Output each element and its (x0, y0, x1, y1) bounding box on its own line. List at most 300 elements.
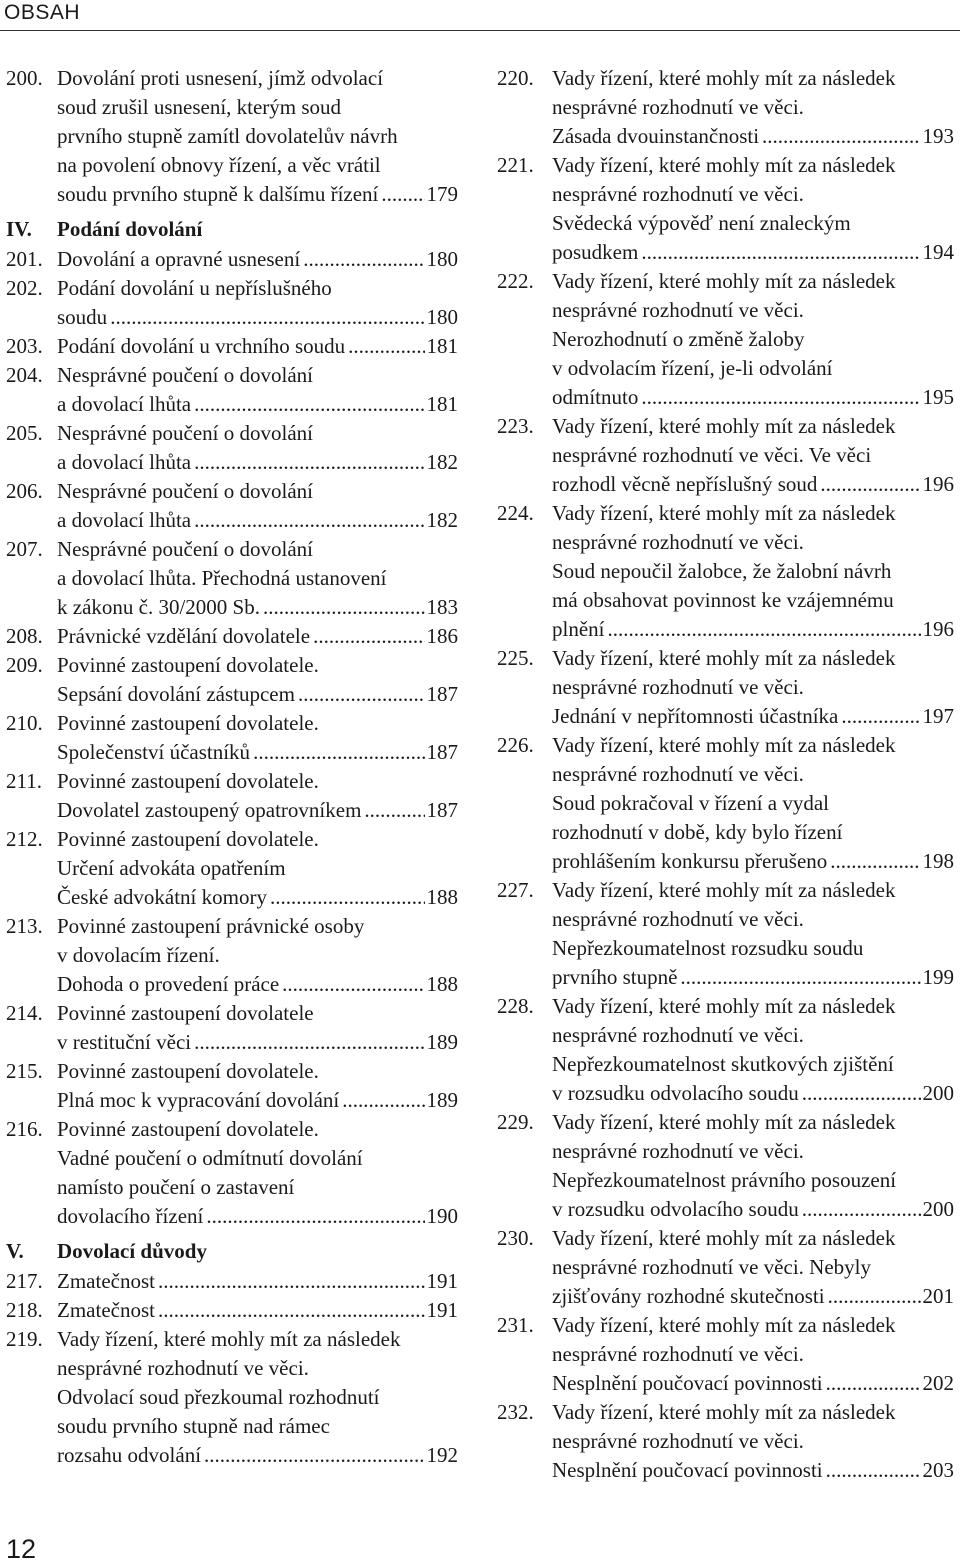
entry-last-line (57, 883, 458, 912)
entry-text (57, 361, 458, 419)
dot-leader (270, 883, 425, 912)
toc-entry (497, 876, 954, 992)
dot-leader (194, 448, 424, 477)
entry-text (57, 709, 458, 767)
entry-line: nesprávné rozhodnutí ve věci. Nebyly (552, 1255, 871, 1279)
entry-text (552, 992, 954, 1108)
page-ref: 183 (426, 595, 458, 619)
page-ref: 199 (922, 965, 954, 989)
entry-last-line (552, 383, 954, 412)
entry-number: 204. (6, 363, 43, 387)
entry-number: 215. (6, 1059, 43, 1083)
entry-last-line (552, 963, 954, 992)
entry-line: nesprávné rozhodnutí ve věci. (552, 530, 804, 554)
page-ref: 191 (426, 1269, 458, 1293)
entry-number: 232. (497, 1400, 534, 1424)
entry-text (57, 477, 458, 535)
entry-line: Vady řízení, které mohly mít za následek (552, 269, 896, 293)
entry-line: rozhodnutí v době, kdy bylo řízení (552, 820, 843, 844)
entry-line: nesprávné rozhodnutí ve věci. (552, 298, 804, 322)
dot-leader (313, 622, 424, 651)
toc-entry (497, 64, 954, 151)
toc-entry (6, 64, 458, 209)
entry-line: plnění (552, 617, 605, 641)
dot-leader (841, 702, 920, 731)
section-title: Dovolací důvody (57, 1239, 207, 1263)
entry-line: Vadné poučení o odmítnutí dovolání (57, 1146, 363, 1170)
toc-entry (6, 1115, 458, 1231)
entry-number: 213. (6, 914, 43, 938)
page-header (0, 0, 960, 31)
entry-text (552, 1224, 954, 1311)
entry-text (552, 731, 954, 876)
entry-line: Vady řízení, které mohly mít za následek (552, 153, 896, 177)
entry-last-line (57, 180, 458, 209)
entry-line: Povinné zastoupení dovolatele. (57, 1117, 319, 1141)
entry-line: nesprávné rozhodnutí ve věci. Ve věci (552, 443, 872, 467)
entry-last-line (57, 1028, 458, 1057)
entry-line: Nesprávné poučení o dovolání (57, 421, 314, 445)
page-ref: 180 (426, 247, 458, 271)
entry-number: 207. (6, 537, 43, 561)
entry-text (552, 876, 954, 992)
entry-number: 219. (6, 1327, 43, 1351)
toc-entry (497, 731, 954, 876)
entry-line: Podání dovolání u vrchního soudu (57, 334, 346, 358)
entry-line: Vady řízení, které mohly mít za následek (552, 1226, 896, 1250)
page-ref: 187 (426, 740, 458, 764)
entry-text (552, 267, 954, 412)
toc-entry (497, 1108, 954, 1224)
entry-number: 231. (497, 1313, 534, 1337)
toc-entry (6, 1296, 458, 1325)
entry-line: Vady řízení, které mohly mít za následek (552, 501, 896, 525)
entry-text (57, 64, 458, 209)
entry-line: Nesplnění poučovací povinnosti (552, 1371, 823, 1395)
dot-leader (158, 1267, 425, 1296)
entry-line: Povinné zastoupení dovolatele. (57, 827, 319, 851)
entry-number: 222. (497, 269, 534, 293)
entry-last-line (57, 1296, 458, 1325)
entry-text (57, 1267, 458, 1296)
entry-line: Povinné zastoupení dovolatele. (57, 653, 319, 677)
entry-line: Nepřezkoumatelnost skutkových zjištění (552, 1052, 894, 1076)
entry-line: prvního stupně zamítl dovolatelův návrh (57, 124, 398, 148)
entry-line: Odvolací soud přezkoumal rozhodnutí (57, 1385, 380, 1409)
toc-entry (6, 332, 458, 361)
entry-line: Nesprávné poučení o dovolání (57, 537, 314, 561)
entry-text (552, 499, 954, 644)
entry-text (57, 999, 458, 1057)
toc-entry (6, 999, 458, 1057)
page-ref: 202 (922, 1371, 954, 1395)
entry-text (57, 1296, 458, 1325)
toc-entry (6, 477, 458, 535)
page-ref: 179 (426, 182, 458, 206)
page-ref: 181 (426, 334, 458, 358)
entry-number: 228. (497, 994, 534, 1018)
entry-line: České advokátní komory (57, 885, 267, 909)
toc-entry (6, 767, 458, 825)
section-number: IV. (6, 217, 32, 241)
dot-leader (828, 1282, 921, 1311)
entry-line: nesprávné rozhodnutí ve věci. (552, 1342, 804, 1366)
entry-line: na povolení obnovy řízení, a věc vrátil (57, 153, 381, 177)
entry-last-line (57, 332, 458, 361)
entry-text (57, 767, 458, 825)
entry-line: v rozsudku odvolacího soudu (552, 1081, 799, 1105)
dot-leader (826, 1456, 921, 1485)
page-ref: 200 (922, 1081, 954, 1105)
toc-entry (6, 825, 458, 912)
entry-line: nesprávné rozhodnutí ve věci. (552, 762, 804, 786)
entry-line: Dovolatel zastoupený opatrovníkem (57, 798, 362, 822)
entry-number: 206. (6, 479, 43, 503)
toc-entry (497, 644, 954, 731)
entry-line: Zásada dvouinstančnosti (552, 124, 760, 148)
dot-leader (802, 1079, 921, 1108)
entry-number: 208. (6, 624, 43, 648)
page-ref: 197 (922, 704, 954, 728)
entry-number: 214. (6, 1001, 43, 1025)
page-ref: 181 (426, 392, 458, 416)
entry-line: Dovolání proti usnesení, jímž odvolací (57, 66, 384, 90)
page-ref: 186 (426, 624, 458, 648)
entry-number: 209. (6, 653, 43, 677)
entry-line: nesprávné rozhodnutí ve věci. (552, 1023, 804, 1047)
entry-number: 230. (497, 1226, 534, 1250)
entry-text (57, 651, 458, 709)
entry-line: soud zrušil usnesení, kterým soud (57, 95, 342, 119)
page-ref: 194 (922, 240, 954, 264)
entry-number: 227. (497, 878, 534, 902)
page-ref: 188 (426, 885, 458, 909)
entry-line: Vady řízení, které mohly mít za následek (552, 733, 896, 757)
entry-number: 211. (6, 769, 42, 793)
page-ref: 203 (922, 1458, 954, 1482)
entry-text (57, 1115, 458, 1231)
entry-line: Dovolání a opravné usnesení (57, 247, 301, 271)
entry-line: Vady řízení, které mohly mít za následek (552, 414, 896, 438)
entry-number: 202. (6, 276, 43, 300)
entry-text (57, 332, 458, 361)
page-number: 12 (6, 1534, 37, 1564)
page-ref: 200 (922, 1197, 954, 1221)
entry-line: Soud pokračoval v řízení a vydal (552, 791, 829, 815)
toc-entry (6, 709, 458, 767)
entry-line: Dohoda o provedení práce (57, 972, 280, 996)
page-ref: 189 (426, 1030, 458, 1054)
entry-line: a dovolací lhůta (57, 392, 192, 416)
entry-text (57, 245, 458, 274)
entry-last-line (57, 593, 458, 622)
toc-left-column (6, 64, 458, 1470)
dot-leader (298, 680, 425, 709)
dot-leader (110, 303, 424, 332)
entry-number: 223. (497, 414, 534, 438)
section-number: V. (6, 1239, 24, 1263)
page-ref: 190 (426, 1204, 458, 1228)
page-ref: 196 (922, 617, 954, 641)
entry-line: Povinné zastoupení právnické osoby (57, 914, 365, 938)
section-title: Podání dovolání (57, 217, 203, 241)
entry-text (552, 1398, 954, 1485)
entry-line: nesprávné rozhodnutí ve věci. (57, 1356, 309, 1380)
entry-line: Nerozhodnutí o změně žaloby (552, 327, 805, 351)
entry-number: 200. (6, 66, 43, 90)
entry-line: Vady řízení, které mohly mít za následek (552, 1400, 896, 1424)
dot-leader (608, 615, 921, 644)
entry-text (57, 535, 458, 622)
dot-leader (342, 1086, 424, 1115)
entry-last-line (57, 970, 458, 999)
page-ref: 182 (426, 508, 458, 532)
entry-line: Podání dovolání u nepříslušného (57, 276, 332, 300)
entry-text (552, 412, 954, 499)
entry-last-line (552, 615, 954, 644)
entry-line: v odvolacím řízení, je-li odvolání (552, 356, 833, 380)
entry-line: namísto poučení o zastavení (57, 1175, 295, 1199)
section-heading (6, 215, 458, 244)
entry-line: soudu prvního stupně nad rámec (57, 1414, 330, 1438)
entry-text (57, 825, 458, 912)
toc-entry (6, 245, 458, 274)
entry-line: soudu prvního stupně k dalšímu řízení (57, 182, 379, 206)
entry-line: prohlášením konkursu přerušeno (552, 849, 828, 873)
entry-line: Zmatečnost (57, 1269, 155, 1293)
entry-last-line (57, 448, 458, 477)
entry-line: v dovolacím řízení. (57, 943, 220, 967)
entry-last-line (57, 245, 458, 274)
page-ref: 187 (426, 682, 458, 706)
entry-number: 217. (6, 1269, 43, 1293)
entry-number: 212. (6, 827, 43, 851)
page-ref: 198 (922, 849, 954, 873)
entry-text (552, 1108, 954, 1224)
entry-line: Vady řízení, které mohly mít za následek (552, 1313, 896, 1337)
entry-number: 216. (6, 1117, 43, 1141)
entry-line: odmítnuto (552, 385, 639, 409)
dot-leader (680, 963, 920, 992)
header-title: OBSAH (4, 1, 81, 24)
entry-line: Vady řízení, které mohly mít za následek (552, 994, 896, 1018)
toc-entry (6, 1057, 458, 1115)
entry-last-line (57, 622, 458, 651)
entry-last-line (552, 702, 954, 731)
entry-line: Svědecká výpověď není znaleckým (552, 211, 851, 235)
entry-line: Povinné zastoupení dovolatele. (57, 1059, 319, 1083)
entry-line: prvního stupně (552, 965, 678, 989)
entry-text (57, 1325, 458, 1470)
entry-line: v restituční věci (57, 1030, 192, 1054)
entry-number: 220. (497, 66, 534, 90)
entry-text (57, 1057, 458, 1115)
page-ref: 196 (922, 472, 954, 496)
entry-line: k zákonu č. 30/2000 Sb. (57, 595, 260, 619)
entry-line: Vady řízení, které mohly mít za následek (552, 66, 896, 90)
entry-text (57, 419, 458, 477)
dot-leader (641, 238, 920, 267)
entry-last-line (552, 122, 954, 151)
dot-leader (282, 970, 424, 999)
entry-line: Určení advokáta opatřením (57, 856, 286, 880)
dot-leader (263, 593, 425, 622)
page-ref: 188 (426, 972, 458, 996)
entry-number: 205. (6, 421, 43, 445)
dot-leader (826, 1369, 921, 1398)
page-ref: 192 (426, 1443, 458, 1467)
entry-last-line (57, 390, 458, 419)
entry-last-line (552, 238, 954, 267)
toc-entry (497, 151, 954, 267)
entry-line: rozsahu odvolání (57, 1443, 202, 1467)
entry-number: 225. (497, 646, 534, 670)
page-ref: 191 (426, 1298, 458, 1322)
entry-last-line (552, 1369, 954, 1398)
toc-entry (6, 361, 458, 419)
entry-text (552, 64, 954, 151)
entry-line: a dovolací lhůta (57, 508, 192, 532)
entry-last-line (552, 1079, 954, 1108)
toc-entry (6, 1267, 458, 1296)
entry-last-line (552, 1195, 954, 1224)
entry-line: dovolacího řízení (57, 1204, 204, 1228)
entry-line: Nesprávné poučení o dovolání (57, 363, 314, 387)
entry-last-line (57, 303, 458, 332)
toc-entry (6, 651, 458, 709)
entry-line: zjišťovány rozhodné skutečnosti (552, 1284, 825, 1308)
dot-leader (802, 1195, 921, 1224)
entry-line: Právnické vzdělání dovolatele (57, 624, 311, 648)
entry-last-line (57, 796, 458, 825)
entry-line: Vady řízení, které mohly mít za následek (552, 1110, 896, 1134)
dot-leader (830, 847, 920, 876)
entry-last-line (57, 680, 458, 709)
entry-line: nesprávné rozhodnutí ve věci. (552, 1429, 804, 1453)
entry-line: Vady řízení, které mohly mít za následek (552, 646, 896, 670)
entry-last-line (57, 1202, 458, 1231)
dot-leader (194, 506, 424, 535)
entry-line: nesprávné rozhodnutí ve věci. (552, 95, 804, 119)
entry-number: 210. (6, 711, 43, 735)
dot-leader (381, 180, 424, 209)
dot-leader (158, 1296, 425, 1325)
dot-leader (204, 1441, 424, 1470)
entry-line: nesprávné rozhodnutí ve věci. (552, 1139, 804, 1163)
entry-line: Vady řízení, které mohly mít za následek (57, 1327, 401, 1351)
page-ref: 189 (426, 1088, 458, 1112)
entry-last-line (552, 1456, 954, 1485)
entry-last-line (57, 1086, 458, 1115)
entry-line: Nepřezkoumatelnost právního posouzení (552, 1168, 897, 1192)
dot-leader (364, 796, 424, 825)
dot-leader (194, 390, 424, 419)
dot-leader (253, 738, 424, 767)
entry-line: Sepsání dovolání zástupcem (57, 682, 295, 706)
toc-entry (497, 1311, 954, 1398)
entry-line: Společenství účastníků (57, 740, 251, 764)
entry-line: Zmatečnost (57, 1298, 155, 1322)
page-ref: 180 (426, 305, 458, 329)
entry-number: 203. (6, 334, 43, 358)
entry-line: rozhodl věcně nepříslušný soud (552, 472, 818, 496)
dot-leader (194, 1028, 424, 1057)
entry-last-line (57, 1441, 458, 1470)
toc-entry (497, 412, 954, 499)
page-ref: 201 (922, 1284, 954, 1308)
entry-line: Povinné zastoupení dovolatele (57, 1001, 314, 1025)
dot-leader (303, 245, 424, 274)
page-ref: 182 (426, 450, 458, 474)
page-ref: 193 (922, 124, 954, 148)
entry-last-line (57, 506, 458, 535)
entry-last-line (552, 1282, 954, 1311)
entry-last-line (57, 738, 458, 767)
dot-leader (820, 470, 920, 499)
dot-leader (762, 122, 920, 151)
toc-entry (497, 1224, 954, 1311)
entry-number: 201. (6, 247, 43, 271)
entry-line: Nesplnění poučovací povinnosti (552, 1458, 823, 1482)
toc-entry (497, 1398, 954, 1485)
section-heading (6, 1237, 458, 1266)
toc-right-column (497, 64, 954, 1485)
entry-text (552, 1311, 954, 1398)
dot-leader (641, 383, 920, 412)
page-ref: 187 (426, 798, 458, 822)
entry-line: Jednání v nepřítomnosti účastníka (552, 704, 839, 728)
entry-text (57, 912, 458, 999)
entry-line: posudkem (552, 240, 639, 264)
toc-entry (6, 1325, 458, 1470)
entry-number: 229. (497, 1110, 534, 1134)
entry-line: Povinné zastoupení dovolatele. (57, 769, 319, 793)
dot-leader (348, 332, 424, 361)
entry-line: nesprávné rozhodnutí ve věci. (552, 907, 804, 931)
entry-number: 224. (497, 501, 534, 525)
entry-line: Nesprávné poučení o dovolání (57, 479, 314, 503)
entry-number: 218. (6, 1298, 43, 1322)
entry-number: 221. (497, 153, 534, 177)
entry-text (552, 644, 954, 731)
entry-line: má obsahovat povinnost ke vzájemnému (552, 588, 894, 612)
entry-line: a dovolací lhůta. Přechodná ustanovení (57, 566, 387, 590)
entry-line: v rozsudku odvolacího soudu (552, 1197, 799, 1221)
entry-line: Plná moc k vypracování dovolání (57, 1088, 340, 1112)
toc-entry (6, 912, 458, 999)
entry-line: Povinné zastoupení dovolatele. (57, 711, 319, 735)
entry-text (57, 274, 458, 332)
entry-number: 226. (497, 733, 534, 757)
entry-last-line (57, 1267, 458, 1296)
entry-last-line (552, 847, 954, 876)
entry-line: nesprávné rozhodnutí ve věci. (552, 675, 804, 699)
entry-text (552, 151, 954, 267)
toc-entry (6, 274, 458, 332)
entry-line: Vady řízení, které mohly mít za následek (552, 878, 896, 902)
toc-entry (6, 622, 458, 651)
entry-line: soudu (57, 305, 108, 329)
toc-entry (6, 535, 458, 622)
dot-leader (206, 1202, 424, 1231)
entry-line: nesprávné rozhodnutí ve věci. (552, 182, 804, 206)
toc-entry (6, 419, 458, 477)
entry-line: Soud nepoučil žalobce, že žalobní návrh (552, 559, 892, 583)
toc-entry (497, 992, 954, 1108)
page-ref: 195 (922, 385, 954, 409)
entry-line: Nepřezkoumatelnost rozsudku soudu (552, 936, 864, 960)
toc-entry (497, 499, 954, 644)
